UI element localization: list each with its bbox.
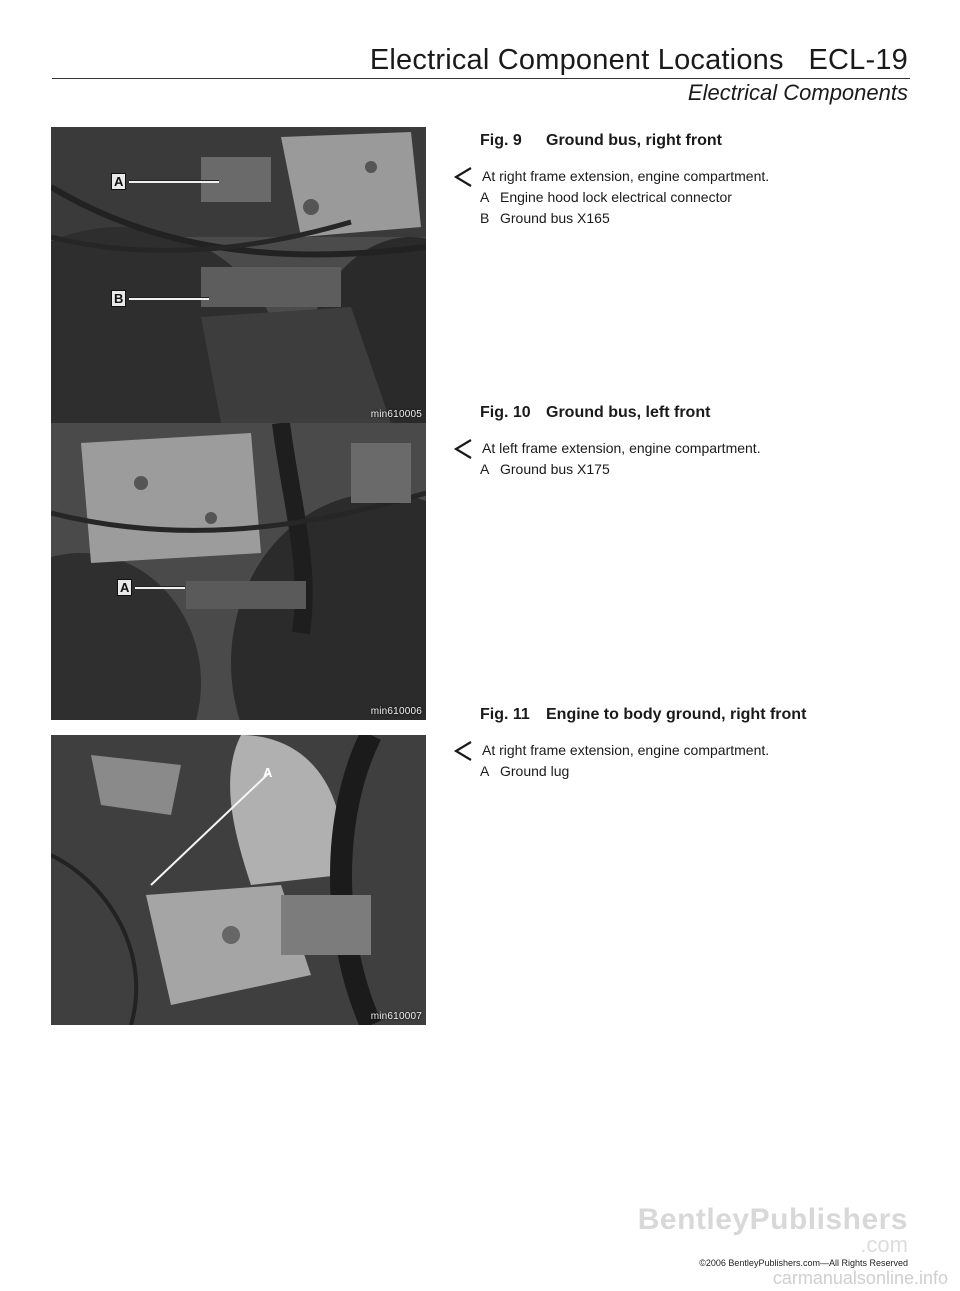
figure-9-description: At right frame extension, engine compartment.	[482, 168, 770, 184]
item-key: A	[480, 461, 490, 477]
photo-code-fig11: min610007	[370, 1011, 422, 1022]
figure-10-number: Fig. 10	[480, 404, 531, 421]
figure-9-item-a	[480, 189, 920, 205]
item-key: B	[480, 210, 490, 226]
callout-b-fig9: B	[111, 290, 126, 307]
left-chevron-arrow-icon	[452, 739, 474, 763]
item-key: A	[480, 763, 490, 779]
header-rule	[52, 78, 910, 79]
figure-11-title-text: Engine to body ground, right front	[546, 706, 807, 723]
item-text: Ground lug	[500, 763, 570, 779]
site-watermark: carmanualsonline.info	[772, 1268, 948, 1288]
figure-11-title	[480, 706, 920, 724]
callout-leader-b-fig9	[129, 297, 209, 300]
copyright-notice: ©2006 BentleyPublishers.com—All Rights Reserved	[699, 1258, 908, 1268]
item-text: Engine hood lock electrical connector	[500, 189, 732, 205]
figure-9-title	[480, 132, 920, 150]
callout-leader-a-fig9	[129, 180, 219, 183]
callout-a-fig10: A	[117, 579, 132, 596]
figure-11-number: Fig. 11	[480, 706, 530, 723]
item-key: A	[480, 189, 490, 205]
callout-a-fig11: A	[263, 765, 273, 780]
photo-code-fig9: min610005	[370, 409, 422, 420]
figure-11-caption	[480, 706, 920, 779]
figure-10-title-text: Ground bus, left front	[546, 404, 711, 421]
figure-9-item-b	[480, 210, 920, 226]
figure-10-caption	[480, 404, 920, 477]
publisher-logo-suffix: .com	[860, 1232, 908, 1257]
item-text: Ground bus X175	[500, 461, 610, 477]
figure-9-number: Fig. 9	[480, 132, 522, 149]
callout-leader-a-fig10	[135, 586, 185, 589]
figure-11-photo	[51, 735, 426, 1025]
left-chevron-arrow-icon	[452, 437, 474, 461]
item-text: Ground bus X165	[500, 210, 610, 226]
figure-10-description: At left frame extension, engine compartment.	[482, 440, 761, 456]
figure-10-title	[480, 404, 920, 422]
callout-a-fig9: A	[111, 173, 126, 190]
page-header-title: Electrical Component Locations ECL-19	[369, 44, 908, 76]
figure-9-caption	[480, 132, 920, 226]
figure-11-item-a	[480, 763, 920, 779]
figure-9-photo	[51, 127, 426, 423]
photo-code-fig10: min610006	[370, 706, 422, 717]
figure-9-title-text: Ground bus, right front	[546, 132, 722, 149]
figure-10-item-a	[480, 461, 920, 477]
page-header-subtitle: Electrical Components	[687, 80, 908, 105]
figure-10-photo	[51, 423, 426, 720]
publisher-logo: BentleyPublishers	[637, 1203, 908, 1236]
figure-11-description: At right frame extension, engine compartment.	[482, 742, 770, 758]
left-chevron-arrow-icon	[452, 165, 474, 189]
